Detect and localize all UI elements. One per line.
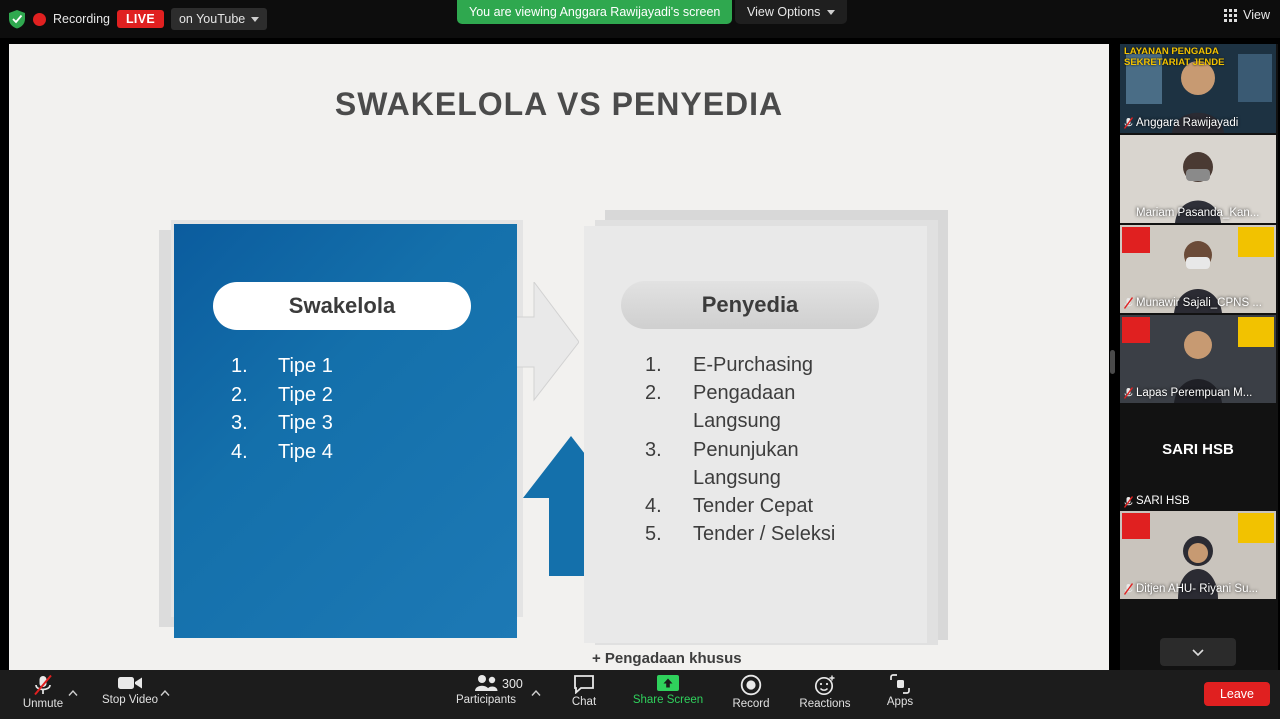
unmute-label: Unmute	[22, 698, 64, 710]
list-number: 1.	[231, 355, 248, 377]
participant-name: SARI HSB	[1136, 495, 1190, 507]
share-screen-icon	[656, 674, 680, 692]
list-item	[645, 436, 835, 492]
apps-label: Apps	[886, 696, 914, 708]
microphone-muted-icon	[1124, 496, 1133, 508]
microphone-muted-icon	[32, 674, 54, 696]
list-label: E-Purchasing	[693, 354, 814, 376]
chat-button[interactable]	[549, 674, 619, 718]
leave-button[interactable]: Leave	[1204, 682, 1270, 706]
list-label: Tipe 4	[278, 440, 333, 463]
stop-video-label: Stop Video	[101, 694, 159, 706]
penyedia-title: Penyedia	[621, 281, 879, 329]
list-item	[645, 379, 835, 435]
record-label: Record	[732, 698, 770, 710]
list-label: Tipe 3	[278, 412, 333, 434]
list-number: 2.	[645, 382, 662, 405]
list-number: 5.	[645, 523, 662, 546]
participant-name: Mariam Pasanda_Kan...	[1136, 207, 1260, 219]
view-options-label: View Options	[747, 5, 821, 19]
top-bar	[0, 0, 1280, 38]
participants-count: 300	[502, 677, 523, 691]
list-item	[645, 351, 835, 379]
stop-video-button[interactable]	[95, 674, 165, 718]
share-screen-label: Share Screen	[632, 694, 704, 706]
list-label-continued: Langsung	[693, 410, 781, 433]
chevron-down-icon	[1192, 649, 1204, 656]
view-label: View	[1243, 8, 1270, 22]
penyedia-list	[645, 351, 835, 548]
list-number: 4.	[231, 440, 248, 463]
participant-tile[interactable]	[1120, 511, 1276, 599]
meeting-toolbar	[0, 670, 1280, 719]
slide-title: SWAKELOLA VS PENYEDIA	[334, 86, 784, 122]
participant-name: Munawir Sajali_CPNS ...	[1136, 297, 1262, 309]
tile-banner-text: LAYANAN PENGADA SEKRETARIAT JENDE	[1124, 46, 1225, 68]
participants-label: Participants	[455, 694, 517, 706]
record-dot-icon[interactable]	[33, 13, 46, 26]
shield-icon[interactable]	[8, 9, 26, 29]
list-label: Tender Cepat	[693, 495, 814, 518]
participant-name-row	[1120, 495, 1278, 511]
chevron-up-icon[interactable]	[160, 688, 170, 698]
swakelola-title: Swakelola	[213, 282, 471, 330]
list-label: Tender / Seleksi	[693, 523, 836, 546]
list-number: 3.	[645, 438, 662, 461]
platform-label: on YouTube	[178, 12, 246, 26]
grid-icon	[1224, 9, 1237, 22]
apps-button[interactable]	[865, 674, 935, 718]
list-label-continued: Langsung	[693, 466, 781, 489]
list-item	[231, 352, 333, 381]
record-button[interactable]	[716, 674, 786, 718]
live-badge: LIVE	[117, 10, 164, 28]
apps-icon	[889, 674, 911, 694]
chat-bubble-icon	[573, 674, 595, 694]
list-label: Tipe 1	[278, 355, 333, 377]
reactions-button[interactable]	[790, 674, 860, 718]
sharing-notice: You are viewing Anggara Rawijayadi's screen	[457, 0, 732, 24]
participant-name: Lapas Perempuan M...	[1136, 387, 1253, 399]
list-item	[231, 438, 333, 467]
participant-tile-name-only[interactable]	[1120, 405, 1276, 493]
shared-screen-area[interactable]	[9, 44, 1109, 670]
chevron-up-icon[interactable]	[68, 688, 78, 698]
participant-tile-active[interactable]	[1120, 44, 1276, 133]
participant-name: Anggara Rawijayadi	[1136, 117, 1239, 129]
list-number: 3.	[231, 412, 248, 434]
list-label: Penunjukan	[693, 438, 799, 461]
panel-drag-handle[interactable]	[1110, 350, 1115, 374]
video-camera-icon	[117, 674, 143, 692]
chat-label: Chat	[571, 696, 597, 708]
participant-strip[interactable]	[1120, 44, 1278, 670]
list-number: 4.	[645, 495, 662, 518]
reactions-icon	[814, 674, 836, 696]
swakelola-list	[231, 352, 333, 466]
chevron-down-icon	[251, 17, 259, 22]
list-item	[231, 409, 333, 438]
list-label: Pengadaan	[693, 382, 796, 405]
platform-selector[interactable]	[171, 8, 267, 30]
participants-icon	[474, 674, 498, 692]
participant-name: Ditjen AHU- Riyani Su...	[1136, 583, 1259, 595]
list-item	[645, 520, 835, 548]
participant-tile[interactable]	[1120, 315, 1276, 403]
list-item	[231, 381, 333, 410]
chevron-up-icon[interactable]	[531, 688, 541, 698]
top-bar-left-group	[0, 8, 267, 30]
scroll-down-button[interactable]	[1160, 638, 1236, 666]
reactions-label: Reactions	[799, 698, 851, 710]
list-number: 1.	[645, 354, 662, 376]
share-screen-button[interactable]	[632, 674, 704, 718]
chevron-down-icon	[827, 10, 835, 15]
list-number: 2.	[231, 383, 248, 406]
view-button[interactable]	[1224, 8, 1270, 22]
slide-footnote: + Pengadaan khusus	[592, 650, 742, 667]
view-options-button[interactable]	[735, 0, 847, 24]
participant-tile[interactable]	[1120, 135, 1276, 223]
list-label: Tipe 2	[278, 383, 333, 406]
list-item	[645, 492, 835, 520]
participant-tile[interactable]	[1120, 225, 1276, 313]
record-circle-icon	[740, 674, 762, 696]
recording-label: Recording	[53, 12, 110, 26]
participant-display-name: SARI HSB	[1162, 440, 1234, 458]
